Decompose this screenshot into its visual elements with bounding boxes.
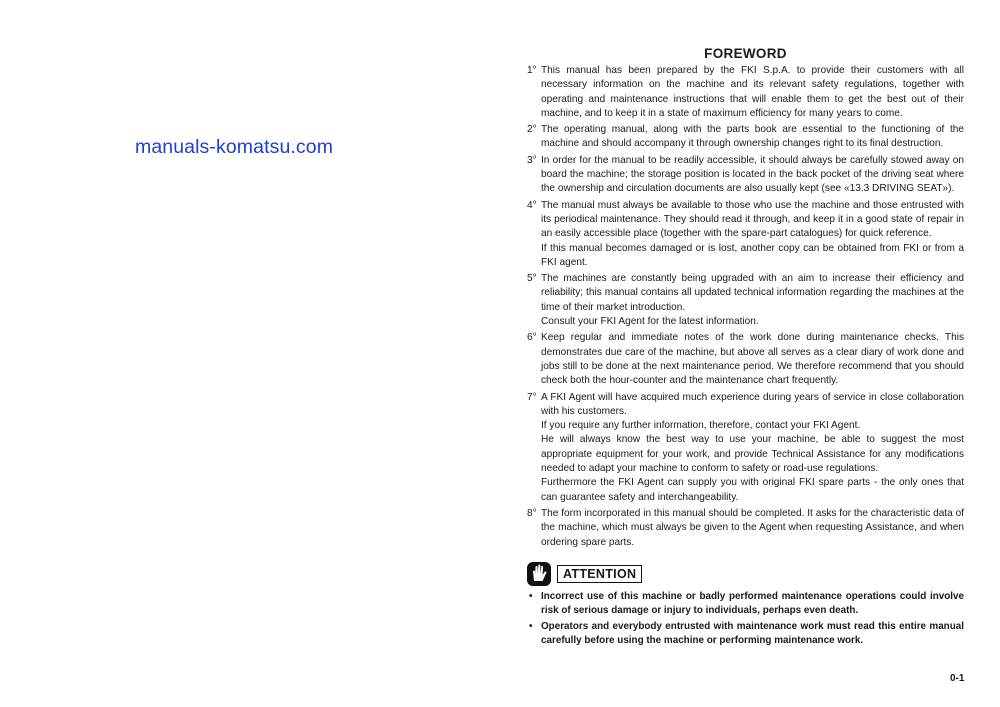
foreword-item bbox=[527, 154, 964, 197]
item-paragraph: The manual must always be available to those who use the machine and those entrusted with its periodical maintenance. They should read it through, and keep it in a good state of repair in an easily accessible place (together with the spare-part catalogues) for quick reference. bbox=[541, 199, 964, 240]
item-number: 3° bbox=[527, 154, 537, 166]
foreword-item bbox=[527, 64, 964, 121]
item-number: 8° bbox=[527, 507, 537, 519]
foreword-item bbox=[527, 272, 964, 329]
bullet-dot: • bbox=[529, 620, 533, 632]
item-paragraph: A FKI Agent will have acquired much experience during years of service in close collaboration with his customers. bbox=[541, 391, 964, 417]
item-number: 5° bbox=[527, 273, 537, 285]
attention-bullets bbox=[527, 590, 964, 648]
foreword-item bbox=[527, 123, 964, 152]
item-paragraph: If you require any further information, therefore, contact your FKI Agent. bbox=[541, 420, 861, 432]
watermark-link[interactable]: manuals-komatsu.com bbox=[135, 136, 334, 158]
attention-header bbox=[527, 562, 964, 586]
foreword-item bbox=[527, 331, 964, 388]
item-paragraph: The form incorporated in this manual should be completed. It asks for the characteristic data of the machine, which must always be given to the Agent when requesting Assistance, and when ordering spare parts. bbox=[541, 507, 964, 548]
attention-label: ATTENTION bbox=[557, 565, 642, 583]
item-paragraph: Consult your FKI Agent for the latest information. bbox=[541, 316, 759, 328]
page-title: FOREWORD bbox=[704, 46, 787, 61]
foreword-item bbox=[527, 507, 964, 550]
item-paragraph: If this manual becomes damaged or is lost, another copy can be obtained from FKI or from a FKI agent. bbox=[541, 242, 964, 268]
item-number: 7° bbox=[527, 391, 537, 403]
item-paragraph: In order for the manual to be readily accessible, it should always be carefully stowed away on board the machine; the storage position is located in the back pocket of the driving seat where the ownership and circulation documents are also usually kept (see «13.3 DRIVING SEAT»). bbox=[541, 154, 964, 195]
foreword-items bbox=[527, 64, 964, 550]
bullet-dot: • bbox=[529, 590, 533, 602]
item-paragraph: The operating manual, along with the parts book are essential to the functioning of the machine and should accompany it through ownership changes right to its final destruction. bbox=[541, 124, 964, 150]
item-number: 1° bbox=[527, 65, 537, 76]
foreword-page bbox=[527, 46, 964, 650]
item-paragraph: Keep regular and immediate notes of the work done during maintenance checks. This demonstrates due care of the machine, but above all serves as a clear diary of work done and jobs still to be done at the next maintenance period. We therefore recommend that you should check both the hour-counter and the maintenance chart frequently. bbox=[541, 332, 964, 387]
item-paragraph: He will always know the best way to use your machine, be able to suggest the most appropriate equipment for your work, and provide Technical Assistance for any modifications needed to adapt your machine to conform to safety or road-use regulations. bbox=[541, 434, 964, 475]
item-paragraph: The machines are constantly being upgraded with an aim to increase their efficiency and reliability; this manual contains all updated technical information regarding the machines at the time of their market introduction. bbox=[541, 273, 964, 313]
attention-bullet: • Incorrect use of this machine or badly performed maintenance operations could involve risk of serious damage or injury to individuals, perhaps even death. bbox=[529, 590, 964, 616]
item-paragraph: Furthermore the FKI Agent can supply you with original FKI spare parts - the only ones that can guarantee safety and interchangeability. bbox=[541, 477, 964, 503]
item-number: 2° bbox=[527, 124, 537, 136]
page-number: 0-1 bbox=[950, 673, 965, 684]
hand-stop-icon bbox=[527, 562, 551, 586]
item-number: 6° bbox=[527, 332, 537, 344]
item-number: 4° bbox=[527, 199, 537, 211]
foreword-item bbox=[527, 391, 964, 505]
attention-bullet: • Operators and everybody entrusted with maintenance work must read this entire manual carefully before using the machine or performing maintenance work. bbox=[529, 620, 964, 646]
item-paragraph: This manual has been prepared by the FKI S.p.A. to provide their customers with all necessary information on the machine and its relevant safety regulations, together with operating and maintenance instructions that will enable them to get the best out of their machine, and to keep it in a state of maximum efficiency for many years to come. bbox=[541, 65, 964, 119]
foreword-item bbox=[527, 199, 964, 270]
